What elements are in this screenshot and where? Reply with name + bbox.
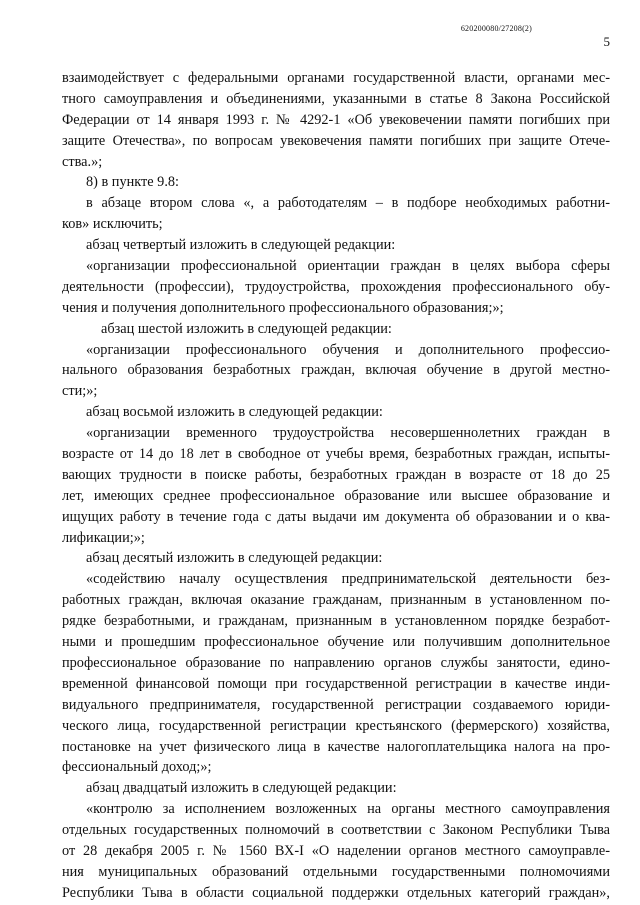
text-line: защите Отечества», по вопросам увековечения памяти погибших при защите Отече- [62,132,610,149]
text-line: абзац десятый изложить в следующей редакции: [86,550,383,567]
text-line: тного самоуправления и объединениями, указанными в статье 8 Закона Российской [62,90,610,107]
text-line: рядке безработными, и гражданам, признанным в установленном порядке безработ- [62,613,610,630]
text-line: отдельных государственных полномочий в соответствии с Законом Республики Тыва [62,822,610,839]
text-line: от 28 декабря 2005 г. № 1560 ВХ-I «О наделении органов местного самоуправле- [62,842,610,859]
text-line: видуального предпринимателя, государственной регистрации создаваемого юриди- [62,696,610,713]
text-line: Республики Тыва в области социальной поддержки отдельных категорий граждан», [62,884,610,901]
text-line: абзац четвертый изложить в следующей редакции: [86,237,396,254]
text-line: возрасте от 14 до 18 лет в свободное от учебы время, безработных граждан, испыты- [62,446,610,463]
text-line: ищущих работу в течение года с даты выдачи им документа об образовании и о ква- [62,508,610,525]
text-line: вающих трудности в поиске работы, безработных граждан в возрасте от 18 до 25 [62,466,610,483]
text-line: «содействию началу осуществления предпринимательской деятельности без- [86,571,610,588]
text-line: фессиональный доход;»; [62,759,212,776]
text-line: работных граждан, включая оказание гражданам, признанным в установленном по- [62,592,610,609]
text-line: взаимодействует с федеральными органами государственной власти, органами мес- [62,70,610,86]
text-line: ства.»; [62,153,103,170]
text-line: сти;»; [62,383,98,400]
text-line: абзац восьмой изложить в следующей редакции: [86,404,383,421]
text-line: Федерации от 14 января 1993 г. № 4292-1 «Об увековечении памяти погибших при [62,111,610,128]
text-line: «организации профессиональной ориентации граждан в целях выбора сферы [86,258,610,275]
text-line: постановке на учет физического лица в качестве налогоплательщика налога на про- [62,738,610,755]
text-line: «организации временного трудоустройства несовершеннолетних граждан в [86,425,610,442]
page-number: 5 [603,34,610,49]
text-line: в абзаце втором слова «, а работодателям – в подборе необходимых работни- [86,195,610,212]
text-line: деятельности (профессии), трудоустройства, прохождения профессионального обу- [62,278,610,295]
text-line: ными и прошедшим профессиональное обучение или получившим дополнительное [62,634,610,651]
text-line: «контролю за исполнением возложенных на органы местного самоуправления [86,801,610,818]
text-line: профессиональное образование по направлению органов службы занятости, едино- [62,654,610,671]
document-code: 620200080/27208(2) [460,24,532,33]
text-line: абзац шестой изложить в следующей редакции: [101,320,392,337]
document-body [62,68,610,904]
text-line: ческого лица, государственной регистрации крестьянского (фермерского) хозяйства, [62,717,610,734]
text-line: ков» исключить; [62,216,163,233]
text-line: 8) в пункте 9.8: [86,174,180,191]
text-line: лет, имеющих среднее профессиональное образование или высшее образование и [62,487,610,504]
text-line: «организации профессионального обучения и дополнительного профессио- [86,341,610,358]
text-line: нального образования безработных граждан, включая обучение в другой местно- [62,362,610,379]
text-line: чения и получения дополнительного профессионального образования;»; [62,299,504,316]
text-line: временной финансовой помощи при государственной регистрации в качестве инди- [62,675,610,692]
text-line: абзац двадцатый изложить в следующей редакции: [86,780,397,797]
text-line: ния муниципальных образований отдельными государственными полномочиями [62,863,610,880]
text-line: лификации;»; [62,529,145,546]
